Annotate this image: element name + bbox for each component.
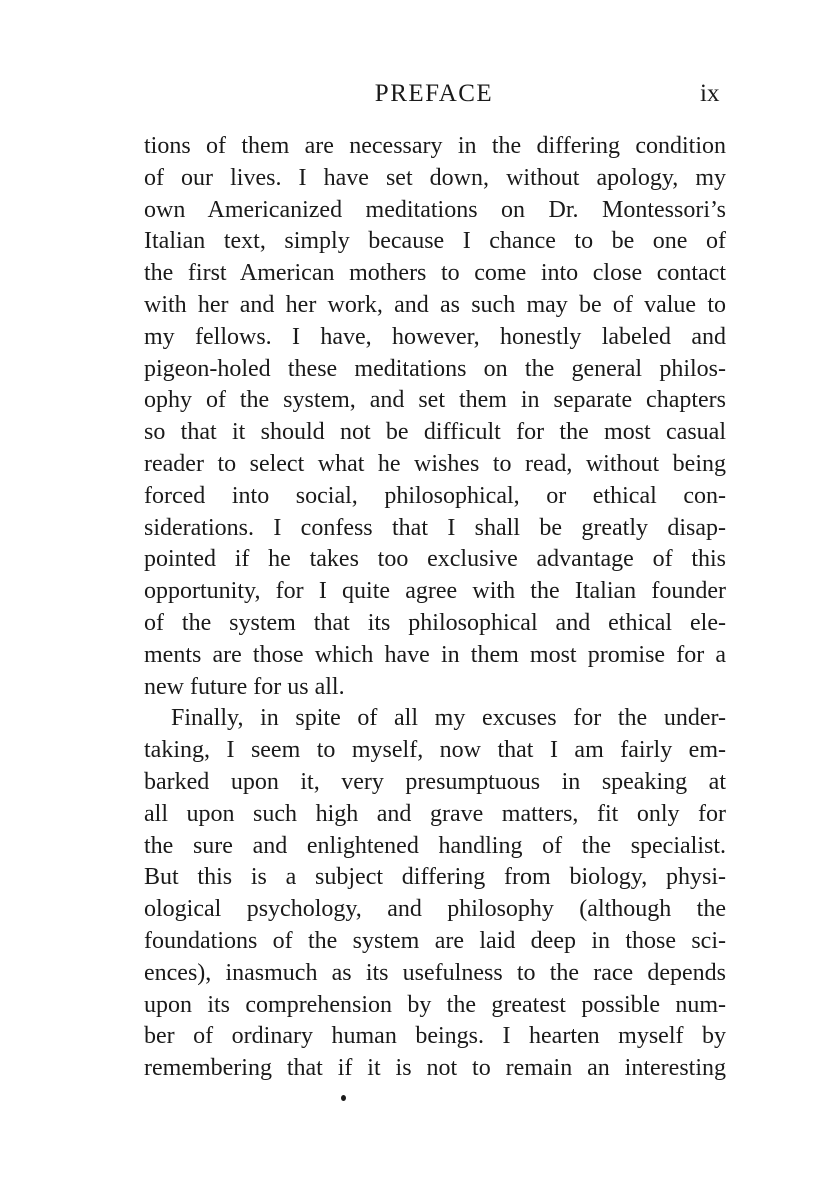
text-line: siderations. I confess that I shall be greatly disap- bbox=[144, 514, 726, 541]
text-line: upon its comprehension by the greatest possible num- bbox=[144, 991, 726, 1018]
text-line: ber of ordinary human beings. I hearten myself by bbox=[144, 1023, 726, 1050]
text-line: the sure and enlightened handling of the specialist. bbox=[144, 832, 726, 859]
ink-speck bbox=[341, 1095, 346, 1101]
text-line: all upon such high and grave matters, fit only for bbox=[144, 800, 726, 827]
text-line: tions of them are necessary in the differing condition bbox=[144, 133, 726, 159]
text-line: opportunity, for I quite agree with the Italian founder bbox=[144, 578, 726, 605]
paragraph-1 bbox=[144, 131, 726, 703]
body-text bbox=[144, 131, 726, 1085]
text-line: barked upon it, very presumptuous in speaking at bbox=[144, 768, 726, 795]
text-line: taking, I seem to myself, now that I am fairly em- bbox=[144, 737, 726, 764]
text-line: Italian text, simply because I chance to be one of bbox=[144, 228, 726, 255]
text-line: ences), inasmuch as its usefulness to the race depends bbox=[144, 959, 726, 986]
text-line: of our lives. I have set down, without apology, my bbox=[144, 164, 726, 191]
text-line: my fellows. I have, however, honestly labeled and bbox=[144, 323, 726, 350]
paragraph-2 bbox=[144, 703, 726, 1085]
text-line: forced into social, philosophical, or ethical con- bbox=[144, 482, 726, 509]
text-line: reader to select what he wishes to read, without being bbox=[144, 450, 726, 477]
text-line: pigeon-holed these meditations on the general philos- bbox=[144, 355, 726, 382]
text-line: Finally, in spite of all my excuses for the under- bbox=[171, 705, 726, 732]
text-line: so that it should not be difficult for the most casual bbox=[144, 419, 726, 446]
text-line: pointed if he takes too exclusive advantage of this bbox=[144, 546, 726, 573]
text-line: ological psychology, and philosophy (although the bbox=[144, 896, 726, 923]
running-title: PREFACE bbox=[374, 80, 494, 107]
page-number: ix bbox=[700, 80, 720, 107]
text-line: foundations of the system are laid deep in those sci- bbox=[144, 927, 726, 954]
text-line: the first American mothers to come into close contact bbox=[144, 260, 726, 287]
text-line: ments are those which have in them most promise for a bbox=[144, 641, 726, 668]
text-line: new future for us all. bbox=[144, 673, 345, 700]
text-line: own Americanized meditations on Dr. Montessori’s bbox=[144, 196, 726, 223]
text-line: ophy of the system, and set them in separate chapters bbox=[144, 387, 726, 414]
text-line: remembering that if it is not to remain an interesting bbox=[144, 1055, 726, 1082]
text-line: with her and her work, and as such may be of value to bbox=[144, 291, 726, 318]
text-line: But this is a subject differing from biology, physi- bbox=[144, 864, 726, 891]
text-line: of the system that its philosophical and ethical ele- bbox=[144, 609, 726, 636]
